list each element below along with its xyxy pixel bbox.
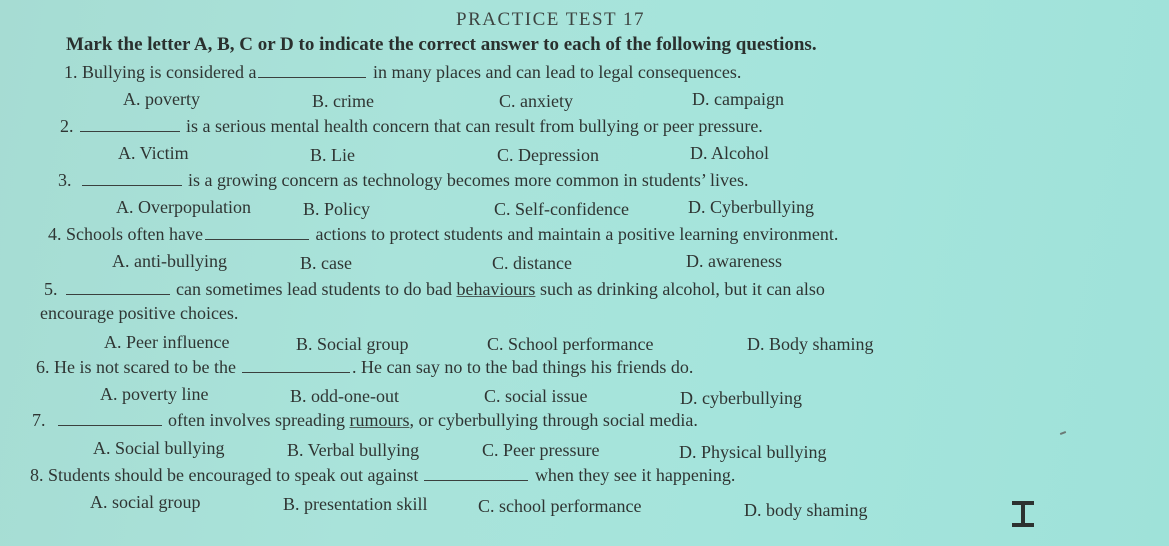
option-a[interactable]: A. Social bullying xyxy=(93,438,225,458)
option-c[interactable]: C. school performance xyxy=(478,496,642,516)
question-text: often involves spreading xyxy=(168,410,345,430)
question-number: 2. xyxy=(60,116,74,136)
option-a[interactable]: A. Overpopulation xyxy=(116,197,251,217)
question-text: such as drinking alcohol, but it can also xyxy=(539,279,825,299)
question-text: can sometimes lead students to do bad xyxy=(176,279,452,299)
option-d[interactable]: D. Body shaming xyxy=(747,334,874,354)
question-number: 3. xyxy=(58,170,72,190)
question-2 xyxy=(60,116,763,137)
option-b[interactable]: B. Social group xyxy=(296,334,409,354)
answer-blank[interactable] xyxy=(424,466,528,481)
question-7 xyxy=(32,410,698,431)
option-b[interactable]: B. presentation skill xyxy=(283,494,428,514)
answer-blank[interactable] xyxy=(58,411,162,426)
underlined-word: behaviours xyxy=(456,279,536,299)
option-d[interactable]: D. Physical bullying xyxy=(679,442,827,462)
question-text: . He can say no to the bad things his friends do. xyxy=(351,357,694,377)
text-cursor-icon xyxy=(1010,501,1036,525)
instructions: Mark the letter A, B, C or D to indicate the correct answer to each of the following questions. xyxy=(66,34,817,55)
answer-blank[interactable] xyxy=(205,225,309,240)
question-text: He is not scared to be the xyxy=(54,357,236,377)
question-number: 6. xyxy=(36,357,50,377)
option-b[interactable]: B. Policy xyxy=(303,199,371,219)
question-6 xyxy=(36,357,693,378)
option-c[interactable]: C. Self-confidence xyxy=(494,199,629,219)
option-d[interactable]: D. Cyberbullying xyxy=(688,197,814,217)
option-c[interactable]: C. anxiety xyxy=(499,91,573,111)
question-text: Schools often have xyxy=(66,224,203,244)
question-1 xyxy=(64,62,741,83)
option-c[interactable]: C. social issue xyxy=(484,386,588,406)
question-number: 1. xyxy=(64,62,78,82)
question-number: 4. xyxy=(48,224,62,244)
answer-blank[interactable] xyxy=(258,63,366,78)
option-d[interactable]: D. body shaming xyxy=(744,500,868,520)
option-a[interactable]: A. social group xyxy=(90,492,201,512)
question-number: 5. xyxy=(44,279,58,299)
option-b[interactable]: B. Verbal bullying xyxy=(287,440,420,460)
page-title: PRACTICE TEST 17 xyxy=(456,9,646,30)
option-c[interactable]: C. Depression xyxy=(497,145,599,165)
option-b[interactable]: B. crime xyxy=(312,91,374,111)
question-number: 8. xyxy=(30,465,44,485)
option-d[interactable]: D. campaign xyxy=(692,89,784,109)
question-text: when they see it happening. xyxy=(534,465,736,485)
stray-mark xyxy=(1060,431,1066,435)
underlined-word: rumours xyxy=(349,410,410,430)
option-d[interactable]: D. Alcohol xyxy=(690,143,769,163)
option-a[interactable]: A. Victim xyxy=(118,143,189,163)
question-text: , or cyberbullying through social media. xyxy=(409,410,698,430)
answer-blank[interactable] xyxy=(242,358,350,373)
answer-blank[interactable] xyxy=(80,117,180,132)
option-b[interactable]: B. case xyxy=(300,253,352,273)
option-a[interactable]: A. Peer influence xyxy=(104,332,230,352)
question-5 xyxy=(44,279,825,300)
question-text: is a growing concern as technology becomes more common in students’ lives. xyxy=(188,170,749,190)
question-3 xyxy=(58,170,749,191)
question-8 xyxy=(30,465,735,486)
option-a[interactable]: A. poverty xyxy=(123,89,200,109)
option-d[interactable]: D. cyberbullying xyxy=(680,388,802,408)
question-number: 7. xyxy=(32,410,46,430)
option-b[interactable]: B. odd-one-out xyxy=(290,386,399,406)
question-4 xyxy=(48,224,838,245)
question-text: Students should be encouraged to speak out against xyxy=(48,465,419,485)
question-text: in many places and can lead to legal consequences. xyxy=(372,62,742,82)
answer-blank[interactable] xyxy=(82,171,182,186)
option-c[interactable]: C. distance xyxy=(492,253,572,273)
question-text: is a serious mental health concern that can result from bullying or peer pressure. xyxy=(186,116,763,136)
option-b[interactable]: B. Lie xyxy=(310,145,355,165)
option-c[interactable]: C. School performance xyxy=(487,334,654,354)
option-d[interactable]: D. awareness xyxy=(686,251,782,271)
option-c[interactable]: C. Peer pressure xyxy=(482,440,600,460)
question-text: Bullying is considered a xyxy=(82,62,257,82)
option-a[interactable]: A. anti-bullying xyxy=(112,251,227,271)
answer-blank[interactable] xyxy=(66,280,170,295)
question-text: actions to protect students and maintain a positive learning environment. xyxy=(315,224,839,244)
option-a[interactable]: A. poverty line xyxy=(100,384,209,404)
question-5-continuation: encourage positive choices. xyxy=(40,303,239,323)
